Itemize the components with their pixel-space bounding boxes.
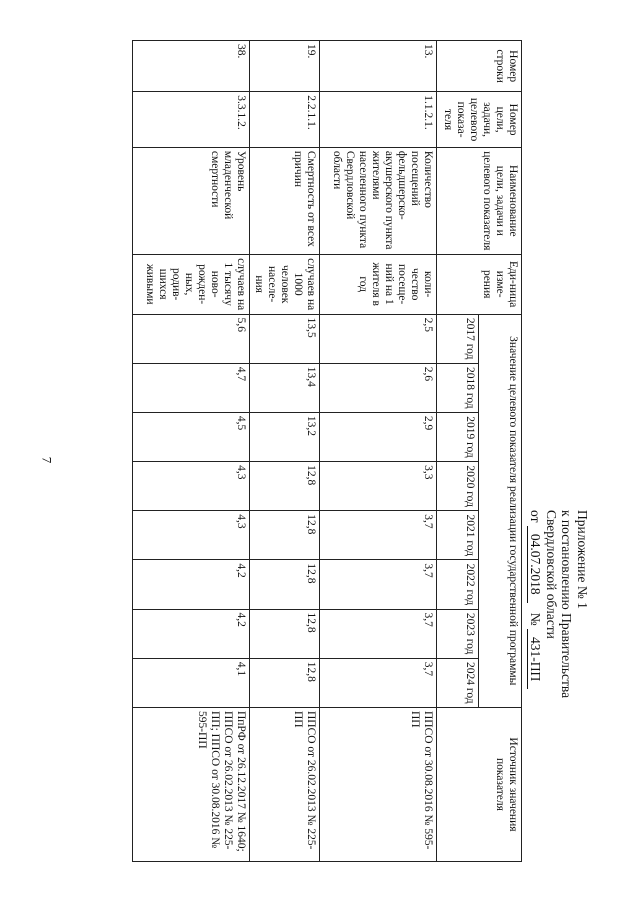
appendix-title: Приложение № 1 — [575, 510, 590, 609]
cell-target-number: 2.2.1.1. — [250, 92, 320, 148]
cell-value: 4,7 — [133, 363, 250, 412]
cell-value: 12,8 — [250, 511, 320, 560]
appendix-subtitle: к постановлению Правительства — [559, 510, 575, 699]
header-unit: Еди-ница изме-рения — [437, 254, 522, 314]
table-row — [133, 41, 250, 862]
cell-value: 4,1 — [133, 658, 250, 707]
cell-value: 12,8 — [250, 462, 320, 511]
cell-value: 12,8 — [250, 658, 320, 707]
header-year: 2020 год — [437, 462, 480, 511]
table-row — [320, 41, 437, 862]
cell-source: ПпРФ от 26.12.2017 № 1640; ППСО от 26.02.2013 № 225-ПП; ППСО от 30.08.2016 № 595-ПП — [133, 707, 250, 861]
cell-row-number: 19. — [250, 41, 320, 92]
header-values-group: Значение целевого показателя реализации государственной программы — [479, 314, 522, 707]
header-year: 2024 год — [437, 658, 480, 707]
appendix-date-line — [527, 510, 544, 810]
cell-value: 13,4 — [250, 363, 320, 412]
header-year: 2019 год — [437, 412, 480, 461]
header-year: 2022 год — [437, 560, 480, 609]
cell-source: ППСО от 30.08.2016 № 595-ПП — [320, 707, 437, 861]
cell-source: ППСО от 26.02.2013 № 225-ПП — [250, 707, 320, 861]
indicators-table — [132, 40, 522, 862]
cell-value: 3,7 — [320, 511, 437, 560]
cell-value: 4,3 — [133, 462, 250, 511]
cell-name: Уровень младенческой смертности — [133, 147, 250, 254]
cell-row-number: 38. — [133, 41, 250, 92]
cell-value: 5,6 — [133, 314, 250, 363]
cell-value: 2,6 — [320, 363, 437, 412]
cell-value: 12,8 — [250, 560, 320, 609]
cell-value: 3,7 — [320, 658, 437, 707]
header-source: Источник значения показателя — [437, 707, 522, 861]
cell-value: 2,9 — [320, 412, 437, 461]
rotated-document-body — [122, 40, 590, 860]
header-name: Наименование цели, задачи и целевого показателя — [437, 147, 522, 254]
header-year: 2021 год — [437, 511, 480, 560]
cell-value: 3,3 — [320, 462, 437, 511]
from-label: от — [528, 510, 544, 523]
cell-value: 3,7 — [320, 560, 437, 609]
cell-value: 12,8 — [250, 609, 320, 658]
appendix-date: 04.07.2018 — [527, 526, 544, 603]
header-target-number: Номер цели, задачи, целевого показа-теля — [437, 92, 522, 148]
cell-row-number: 13. — [320, 41, 437, 92]
page-number: 7 — [39, 456, 55, 464]
table-row — [250, 41, 320, 862]
cell-unit: коли-чество посеще-ний на 1 жителя в год — [320, 254, 437, 314]
cell-target-number: 1.1.2.1. — [320, 92, 437, 148]
header-year: 2018 год — [437, 363, 480, 412]
cell-value: 4,5 — [133, 412, 250, 461]
cell-value: 4,2 — [133, 609, 250, 658]
table-header-row — [479, 41, 522, 862]
cell-unit: случаев на 1 тысячу ново-рожден-ных, родив-шихся живыми — [133, 254, 250, 314]
header-row-number: Номер строки — [437, 41, 522, 92]
appendix-region: Свердловской области — [544, 510, 559, 639]
cell-value: 4,2 — [133, 560, 250, 609]
header-year: 2023 год — [437, 609, 480, 658]
cell-value: 3,7 — [320, 609, 437, 658]
number-label: № — [528, 612, 544, 626]
cell-value: 4,3 — [133, 511, 250, 560]
cell-target-number: 3.3.1.2. — [133, 92, 250, 148]
cell-value: 2,5 — [320, 314, 437, 363]
appendix-header — [527, 510, 590, 810]
cell-unit: случаев на 1000 человек населе-ния — [250, 254, 320, 314]
cell-name: Смертность от всех причин — [250, 147, 320, 254]
header-year: 2017 год — [437, 314, 480, 363]
appendix-number: 431-ПП — [527, 629, 544, 689]
cell-name: Количество посещений фельдшерско-акушерского пункта жителями населенного пункта Свердловской области — [320, 147, 437, 254]
cell-value: 13,5 — [250, 314, 320, 363]
cell-value: 13,2 — [250, 412, 320, 461]
